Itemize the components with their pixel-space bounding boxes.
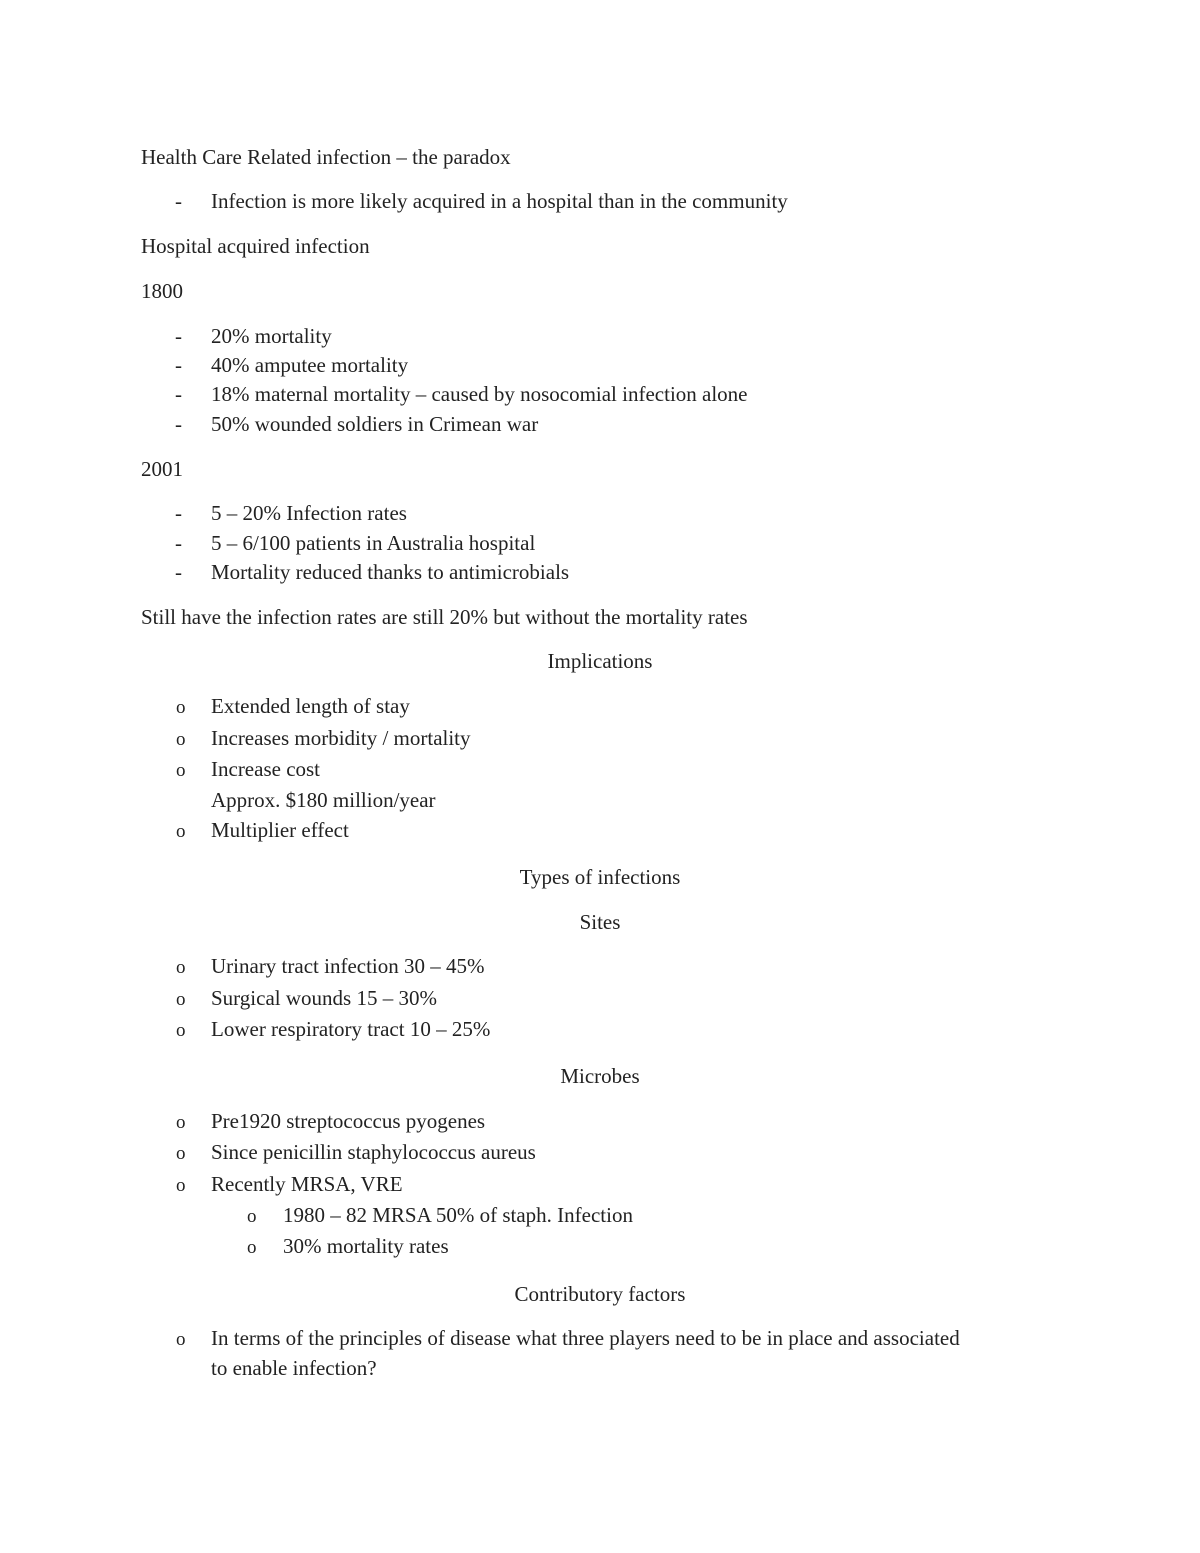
dash-bullet: - [175,531,182,555]
circle-bullet: o [176,1112,186,1133]
circle-bullet: o [247,1237,257,1258]
circle-bullet: o [176,760,186,781]
circle-bullet: o [176,989,186,1010]
summary-text: Still have the infection rates are still 20% but without the mortality rates [141,605,748,629]
cost-note: Approx. $180 million/year [211,788,436,812]
year-label-2001: 2001 [141,457,183,481]
dash-bullet: - [175,501,182,525]
site-item: Urinary tract infection 30 – 45% [211,954,485,978]
list-item-2001: Mortality reduced thanks to antimicrobials [211,560,570,584]
section-title-types: Types of infections [519,865,681,889]
dash-bullet: - [175,189,182,213]
year-label-1800: 1800 [141,279,183,303]
contributory-question-line2: to enable infection? [211,1356,377,1380]
microbe-item: Recently MRSA, VRE [211,1172,403,1196]
list-item-1800: 20% mortality [211,324,332,348]
section-title-contributory: Contributory factors [514,1282,686,1306]
section-title-microbes: Microbes [560,1064,640,1088]
circle-bullet: o [176,1143,186,1164]
microbe-subitem: 1980 – 82 MRSA 50% of staph. Infection [283,1203,633,1227]
section-title-implications: Implications [547,649,653,673]
dash-bullet: - [175,412,182,436]
circle-bullet: o [176,1020,186,1041]
circle-bullet: o [176,957,186,978]
circle-bullet: o [176,1175,186,1196]
circle-bullet: o [176,697,186,718]
paradox-item: Infection is more likely acquired in a hospital than in the community [211,189,788,213]
dash-bullet: - [175,353,182,377]
circle-bullet: o [247,1206,257,1227]
section-heading-hai: Hospital acquired infection [141,234,370,258]
list-item-1800: 50% wounded soldiers in Crimean war [211,412,539,436]
list-item-1800: 18% maternal mortality – caused by nosocomial infection alone [211,382,748,406]
dash-bullet: - [175,382,182,406]
circle-bullet: o [176,1329,186,1350]
implication-item: Multiplier effect [211,818,349,842]
site-item: Lower respiratory tract 10 – 25% [211,1017,491,1041]
document-heading: Health Care Related infection – the paradox [141,145,511,169]
list-item-1800: 40% amputee mortality [211,353,409,377]
list-item-2001: 5 – 6/100 patients in Australia hospital [211,531,536,555]
list-item-2001: 5 – 20% Infection rates [211,501,407,525]
contributory-question-line1: In terms of the principles of disease what three players need to be in place and associated [211,1326,960,1350]
microbe-subitem: 30% mortality rates [283,1234,449,1258]
circle-bullet: o [176,821,186,842]
dash-bullet: - [175,324,182,348]
site-item: Surgical wounds 15 – 30% [211,986,437,1010]
implication-item: Increase cost [211,757,321,781]
dash-bullet: - [175,560,182,584]
circle-bullet: o [176,729,186,750]
implication-item: Increases morbidity / mortality [211,726,471,750]
microbe-item: Since penicillin staphylococcus aureus [211,1140,536,1164]
section-title-sites: Sites [579,910,621,934]
microbe-item: Pre1920 streptococcus pyogenes [211,1109,486,1133]
implication-item: Extended length of stay [211,694,410,718]
